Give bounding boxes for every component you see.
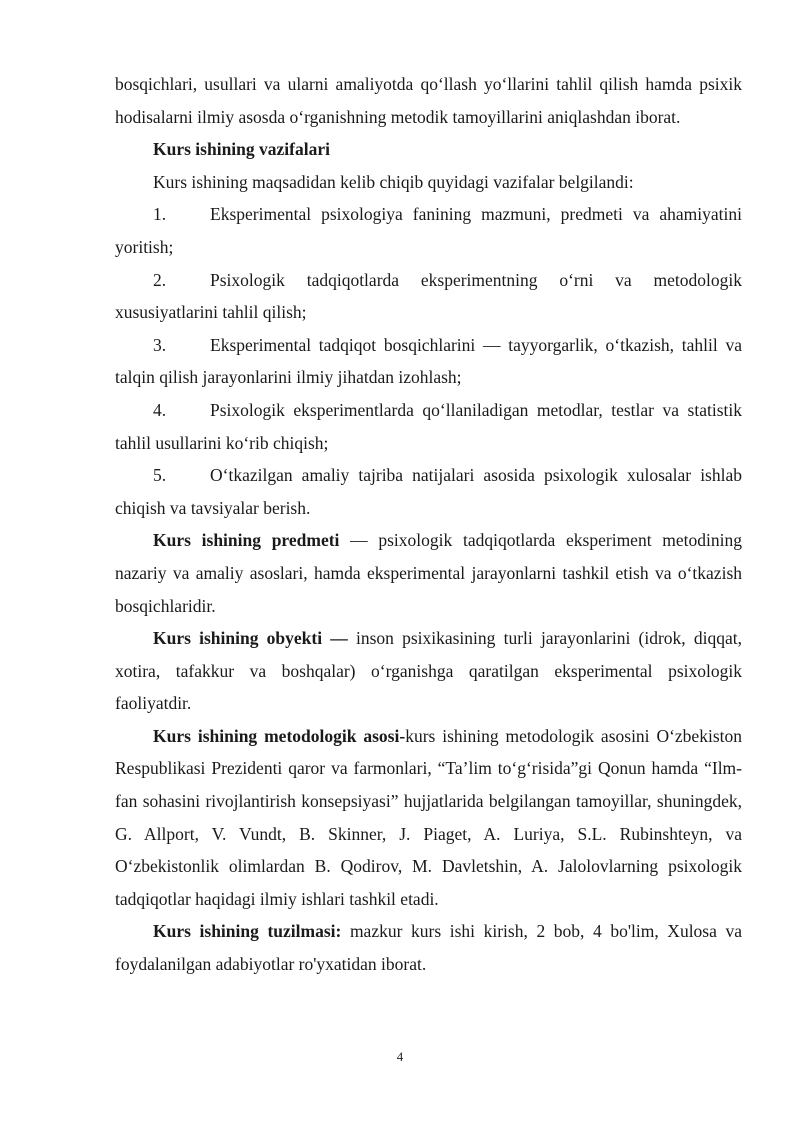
methodology-text: kurs ishining metodologik asosini O‘zbekiston Respublikasi Prezidenti qaror va farmonlari, “Ta’lim to‘g‘risida”gi Qonun hamda “Ilm-fan sohasini rivojlantirish konsepsiyasi” hujjatlarida belgilangan tamoyillar, shuningdek, G. Allport, V. Vundt, B. Skinner, J. Piaget, A. Luriya, S.L. Rubinshteyn, va O‘zbekistonlik olimlardan B. Qodirov, M. Davletshin, A. Jalolovlarning psixologik tadqiqotlar haqidagi ilmiy ishlari tashkil etadi. <box>115 725 742 909</box>
methodology-paragraph <box>115 720 742 916</box>
task-item <box>115 329 742 394</box>
task-text: Eksperimental tadqiqot bosqichlarini — tayyorgarlik, o‘tkazish, tahlil va talqin qilish jarayonlarini ilmiy jihatdan izohlash; <box>115 334 742 388</box>
structure-paragraph <box>115 915 742 980</box>
task-item <box>115 198 742 263</box>
task-text: Psixologik eksperimentlarda qo‘llaniladigan metodlar, testlar va statistik tahlil usullarini ko‘rib chiqish; <box>115 399 742 453</box>
tasks-heading: Kurs ishining vazifalari <box>153 139 330 160</box>
object-paragraph <box>115 622 742 720</box>
subject-text: — psixologik tadqiqotlarda eksperiment metodining nazariy va amaliy asoslari, hamda eksperimental jarayonlarni tashkil etish va o‘tkazish bosqichlaridir. <box>115 530 742 616</box>
tasks-intro: Kurs ishining maqsadidan kelib chiqib quyidagi vazifalar belgilandi: <box>153 171 634 192</box>
task-number: 4. <box>153 399 167 420</box>
task-number: 1. <box>153 204 167 225</box>
object-text: inson psixikasining turli jarayonlarini (idrok, diqqat, xotira, tafakkur va boshqalar) o‘rganishga qaratilgan eksperimental psixologik faoliyatdir. <box>115 628 742 714</box>
task-text: Eksperimental psixologiya fanining mazmuni, predmeti va ahamiyatini yoritish; <box>115 204 742 257</box>
task-number: 2. <box>153 269 167 290</box>
object-label: Kurs ishining obyekti — <box>153 628 348 649</box>
task-number: 3. <box>153 334 167 355</box>
page-number: 4 <box>396 1049 404 1064</box>
task-item <box>115 264 742 329</box>
task-number: 5. <box>153 465 167 486</box>
subject-label: Kurs ishining predmeti <box>153 530 340 551</box>
task-item <box>115 459 742 524</box>
task-item <box>115 394 742 459</box>
structure-text: mazkur kurs ishi kirish, 2 bob, 4 bo'lim, Xulosa va foydalanilgan adabiyotlar ro'yxatidan iborat. <box>115 921 742 975</box>
intro-paragraph: bosqichlari, usullari va ularni amaliyotda qo‘llash yo‘llarini tahlil qilish hamda psixik hodisalarni ilmiy asosda o‘rganishning metodik tamoyillarini aniqlashdan iborat. <box>115 74 742 127</box>
task-text: O‘tkazilgan amaliy tajriba natijalari asosida psixologik xulosalar ishlab chiqish va tavsiyalar berish. <box>115 465 742 518</box>
subject-paragraph <box>115 524 742 622</box>
methodology-label: Kurs ishining metodologik asosi- <box>153 725 406 746</box>
document-page <box>115 68 742 981</box>
task-text: Psixologik tadqiqotlarda eksperimentning o‘rni va metodologik xususiyatlarini tahlil qilish; <box>115 269 742 323</box>
structure-label: Kurs ishining tuzilmasi: <box>153 921 342 942</box>
